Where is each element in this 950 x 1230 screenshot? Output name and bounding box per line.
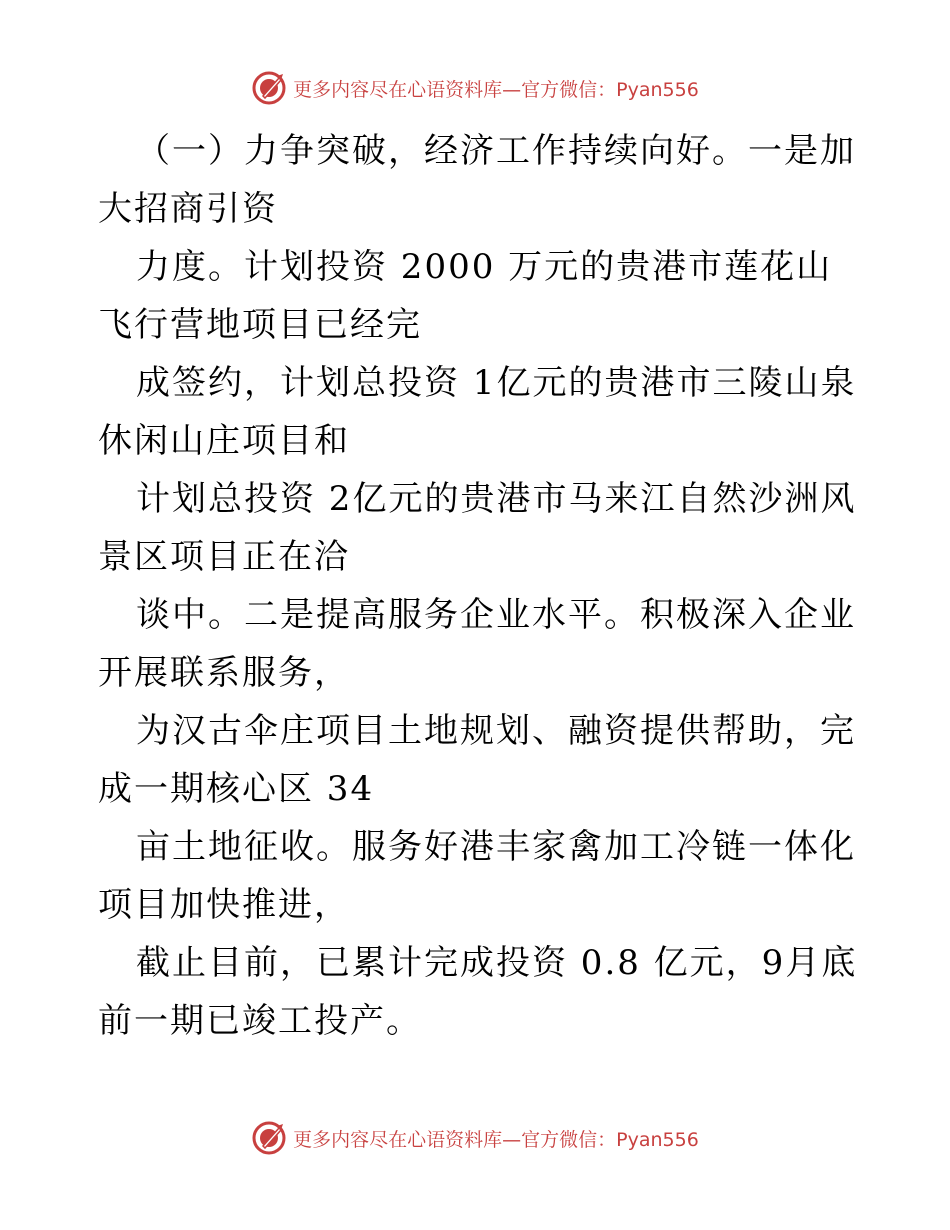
document-body [98, 122, 858, 1050]
paragraph-6: 为汉古伞庄项目土地规划、融资提供帮助，完成一期核心区 34 [98, 711, 856, 809]
footer-banner-text: 更多内容尽在心语资料库—官方微信：Pyan556 [293, 1128, 699, 1151]
paragraph-8: 截止目前，已累计完成投资 0.8 亿元，9月底前一期已竣工投产。 [98, 943, 858, 1041]
paragraph-3: 成签约，计划总投资 1亿元的贵港市三陵山泉休闲山庄项目和 [98, 363, 857, 461]
paragraph-2: 力度。计划投资 2000 万元的贵港市莲花山飞行营地项目已经完 [98, 247, 833, 345]
page-footer-banner [0, 1120, 950, 1156]
quill-seal-icon [251, 70, 287, 106]
paragraph-5: 谈中。二是提高服务企业水平。积极深入企业开展联系服务， [98, 595, 856, 693]
paragraph-4: 计划总投资 2亿元的贵港市马来江自然沙洲风景区项目正在洽 [98, 479, 857, 577]
page-header-banner [0, 70, 950, 106]
header-banner-text: 更多内容尽在心语资料库—官方微信：Pyan556 [293, 78, 699, 101]
quill-seal-icon [251, 1120, 287, 1156]
paragraph-7: 亩土地征收。服务好港丰家禽加工冷链一体化项目加快推进， [98, 827, 856, 925]
paragraph-1: （一）力争突破，经济工作持续向好。一是加大招商引资 [98, 131, 856, 229]
